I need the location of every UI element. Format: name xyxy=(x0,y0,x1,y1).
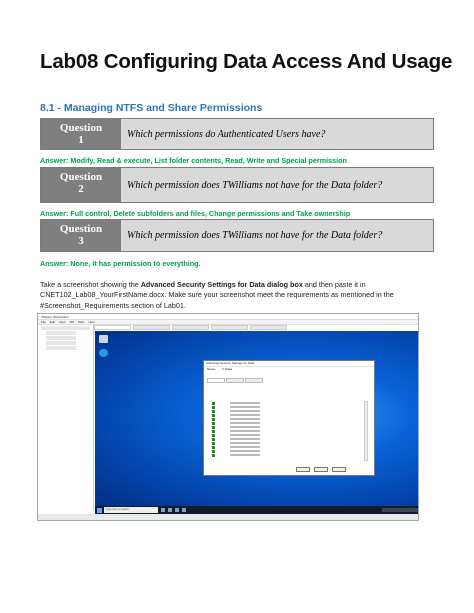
vm-library-item[interactable] xyxy=(41,326,90,330)
check-icon xyxy=(212,418,215,421)
dialog-tabs xyxy=(207,378,371,383)
check-icon xyxy=(212,442,215,445)
question-text: Which permissions do Authenticated Users have? xyxy=(121,119,433,149)
vm-menu-item[interactable]: VM xyxy=(69,320,74,324)
vm-tab[interactable] xyxy=(172,325,209,330)
vm-menu-item[interactable]: Help xyxy=(88,320,95,324)
permission-name xyxy=(230,434,260,436)
question-box-2 xyxy=(40,167,434,203)
vm-library-item[interactable] xyxy=(46,341,76,345)
vm-tab[interactable] xyxy=(94,325,131,330)
dialog-name-value: C:\Data xyxy=(221,367,233,371)
check-icon xyxy=(212,454,215,457)
answer-1: Answer: Modify, Read & execute, List folder contents, Read, Write and Special permission xyxy=(40,156,347,165)
permission-name xyxy=(230,438,260,440)
permission-name xyxy=(230,410,260,412)
embedded-screenshot xyxy=(37,313,419,521)
vm-menu-item[interactable]: File xyxy=(41,320,46,324)
permission-name xyxy=(230,430,260,432)
question-label-word: Question xyxy=(59,122,103,134)
vm-menu-item[interactable]: Tabs xyxy=(77,320,85,324)
question-label-number: 2 xyxy=(78,183,84,195)
advanced-security-dialog xyxy=(203,360,375,476)
question-text: Which permission does TWilliams not have for the Data folder? xyxy=(121,220,433,251)
dialog-title: Advanced Security Settings for Data xyxy=(204,361,374,367)
permission-name xyxy=(230,446,260,448)
permission-name xyxy=(230,426,260,428)
question-label xyxy=(41,220,121,251)
question-box-1 xyxy=(40,118,434,150)
check-icon xyxy=(212,426,215,429)
vm-menu-item[interactable]: View xyxy=(59,320,66,324)
answer-3: Answer: None, it has permission to everything. xyxy=(40,259,201,268)
check-icon xyxy=(212,438,215,441)
question-label-number: 1 xyxy=(78,134,84,146)
instructions-bold: Advanced Security Settings for Data dialog box xyxy=(140,280,303,289)
permission-name xyxy=(230,406,260,408)
permission-row xyxy=(212,453,360,457)
document-title: Lab08 Configuring Data Access And Usage xyxy=(40,50,453,73)
vm-tab[interactable] xyxy=(250,325,287,330)
vm-library-item[interactable] xyxy=(46,346,76,350)
dialog-owner-field xyxy=(204,372,374,377)
instructions-text-1: Take a screenshot showing the xyxy=(40,280,141,289)
question-label xyxy=(41,168,121,202)
tab-permissions[interactable] xyxy=(207,378,225,383)
section-heading: 8.1 - Managing NTFS and Share Permissions xyxy=(40,102,263,114)
permission-name xyxy=(230,450,260,452)
taskbar-search[interactable]: Type here to search xyxy=(104,507,158,513)
windows-start-icon[interactable] xyxy=(97,508,102,513)
question-label xyxy=(41,119,121,149)
ok-button[interactable] xyxy=(296,467,310,472)
instructions-text-2: and then paste it in CNET102_Lab08_YourFirstName.docx. Make sure your screenshot meet the requirements as mentioned in the #Screenshot_Requirements section of Lab01. xyxy=(40,280,394,310)
vm-status-bar xyxy=(38,514,419,521)
question-label-number: 3 xyxy=(78,235,84,247)
instructions-paragraph xyxy=(40,280,440,311)
tab-effective-access[interactable] xyxy=(245,378,263,383)
check-icon xyxy=(212,450,215,453)
task-view-icon[interactable] xyxy=(161,508,165,512)
permission-name xyxy=(230,442,260,444)
question-label-word: Question xyxy=(59,171,103,183)
system-tray[interactable] xyxy=(382,508,418,512)
vm-library-item[interactable] xyxy=(46,331,76,335)
vm-tab[interactable] xyxy=(211,325,248,330)
question-text: Which permission does TWilliams not have for the Data folder? xyxy=(121,168,433,202)
dialog-name-label: Name: xyxy=(207,367,216,371)
permission-name xyxy=(230,422,260,424)
windows-taskbar xyxy=(95,506,419,514)
question-label-word: Question xyxy=(59,223,103,235)
check-icon xyxy=(212,414,215,417)
vm-library-item[interactable] xyxy=(46,336,76,340)
vm-menu-item[interactable]: Edit xyxy=(49,320,56,324)
answer-2: Answer: Full control, Delete subfolders and files, Change permissions and Take ownership xyxy=(40,209,351,218)
permission-list xyxy=(212,401,360,461)
check-icon xyxy=(212,434,215,437)
edge-taskbar-icon[interactable] xyxy=(168,508,172,512)
permission-name xyxy=(230,414,260,416)
tab-auditing[interactable] xyxy=(226,378,244,383)
check-icon xyxy=(212,410,215,413)
check-icon xyxy=(212,406,215,409)
check-icon xyxy=(212,446,215,449)
permission-name xyxy=(230,418,260,420)
permission-name xyxy=(230,402,260,404)
check-icon xyxy=(212,430,215,433)
store-taskbar-icon[interactable] xyxy=(182,508,186,512)
check-icon xyxy=(212,422,215,425)
check-icon xyxy=(212,402,215,405)
apply-button[interactable] xyxy=(332,467,346,472)
vm-window-title: VMware Workstation xyxy=(41,314,69,319)
question-box-3 xyxy=(40,219,434,252)
cancel-button[interactable] xyxy=(314,467,328,472)
edge-icon[interactable] xyxy=(99,349,108,357)
permission-scrollbar[interactable] xyxy=(364,401,368,461)
vm-tab[interactable] xyxy=(133,325,170,330)
explorer-taskbar-icon[interactable] xyxy=(175,508,179,512)
recycle-bin-icon[interactable] xyxy=(99,335,108,343)
windows-desktop xyxy=(95,331,419,506)
permission-name xyxy=(230,454,260,456)
vm-library-panel xyxy=(38,325,94,511)
